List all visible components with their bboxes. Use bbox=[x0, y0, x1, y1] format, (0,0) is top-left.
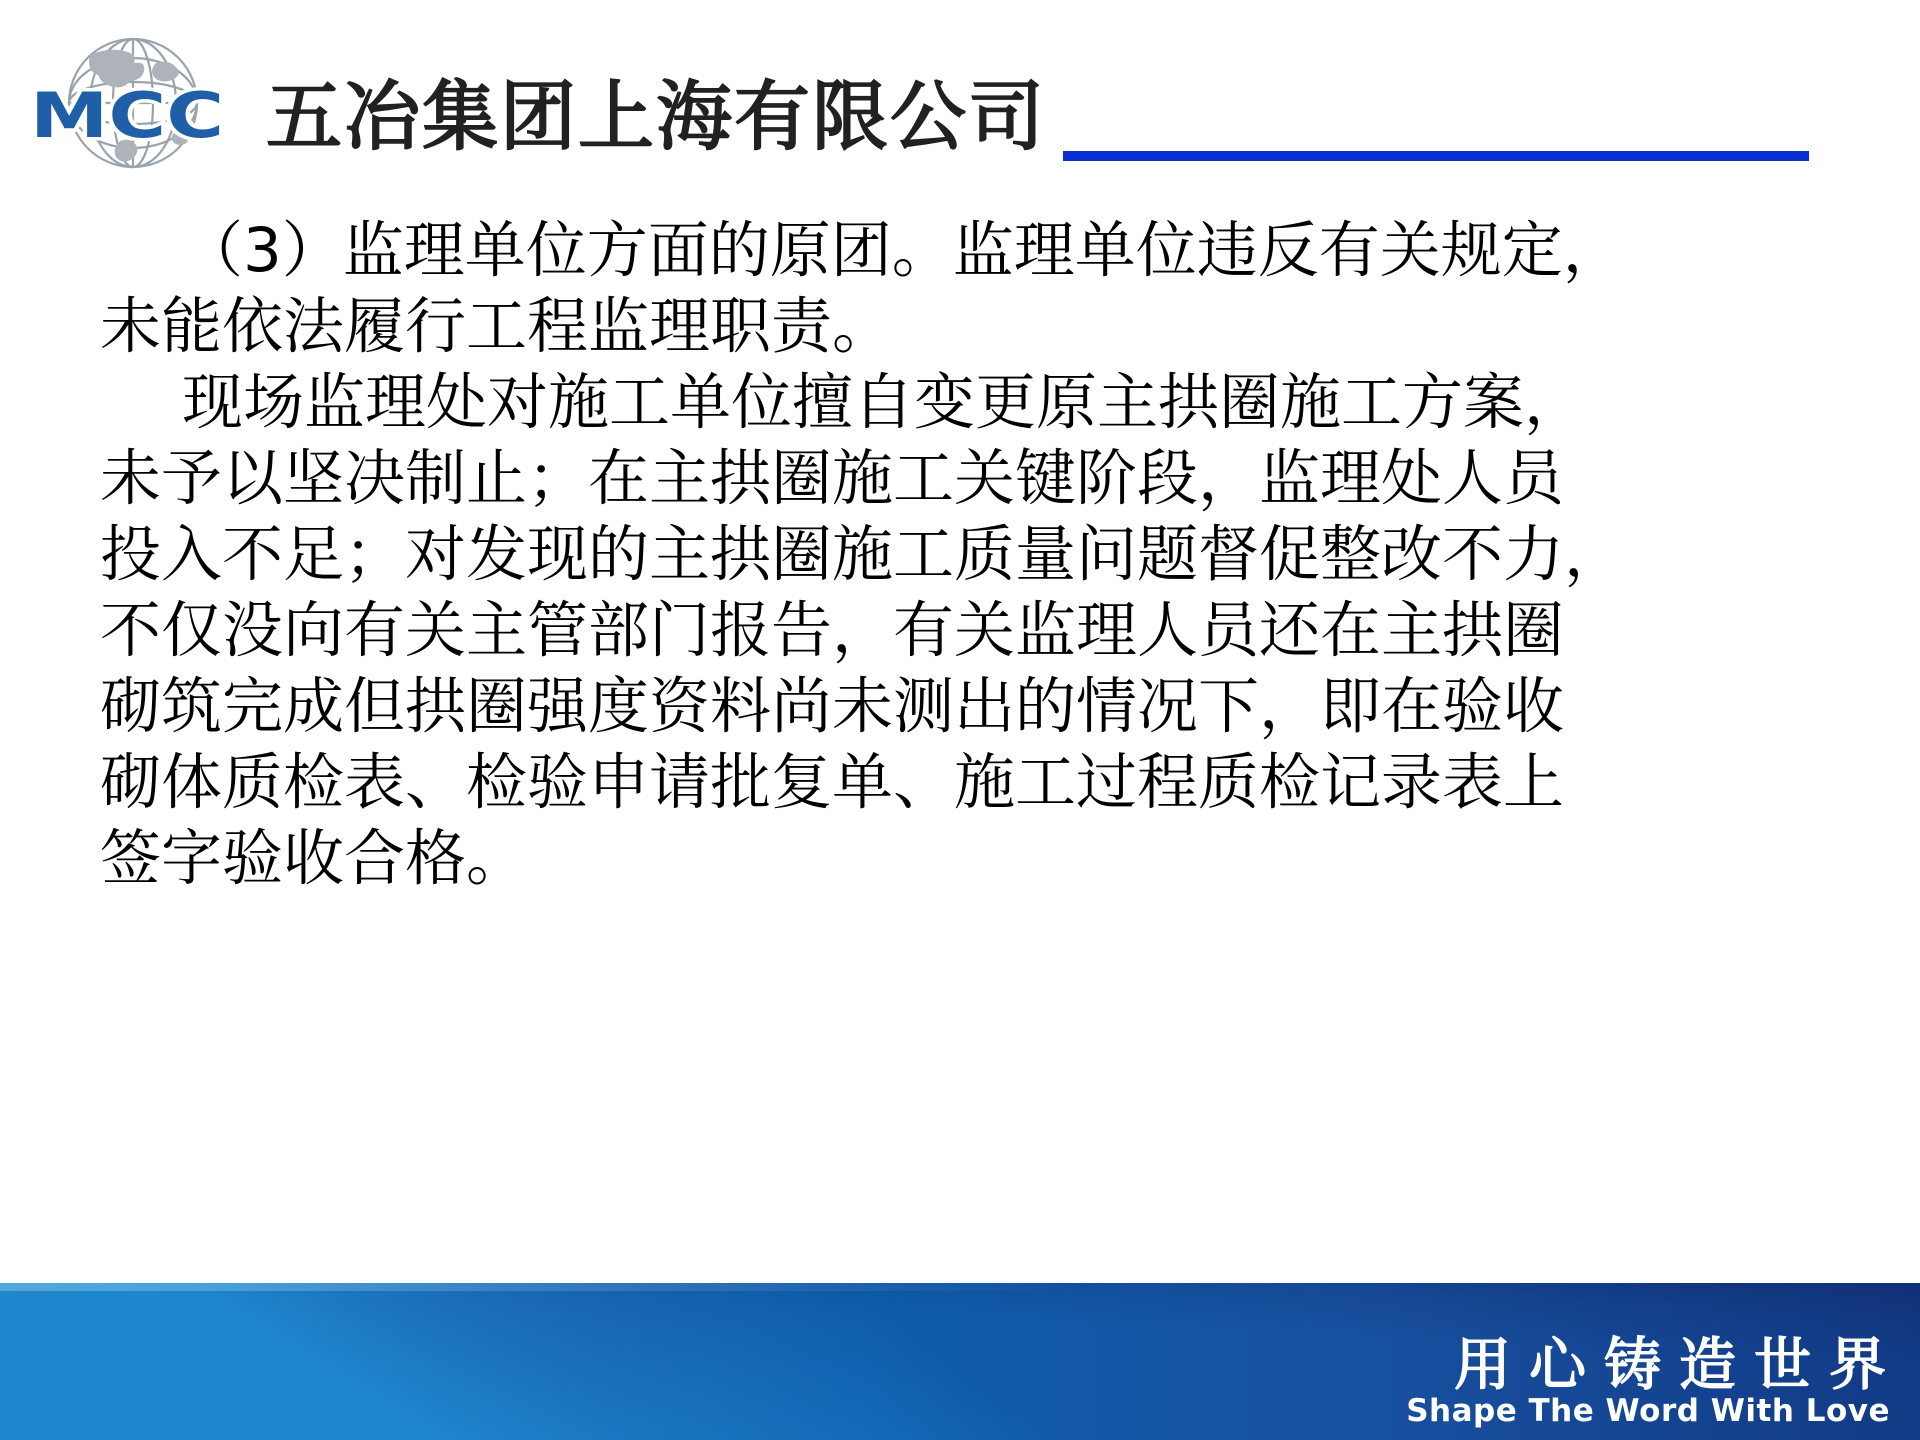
company-name-title: 五冶集团上海有限公司 bbox=[266, 72, 1046, 161]
footer-banner bbox=[0, 1283, 1920, 1440]
body-line: 砌体质检表、检验申请批复单、施工过程质检记录表上 bbox=[100, 747, 1565, 818]
body-line: （3）监理单位方面的原团。监理单位违反有关规定， bbox=[182, 215, 1624, 286]
body-line: 未能依法履行工程监理职责。 bbox=[100, 291, 894, 362]
banner-top-highlight bbox=[0, 1283, 1075, 1291]
body-line: 现场监理处对施工单位擅自变更原主拱圈施工方案， bbox=[182, 367, 1586, 438]
mcc-logo-text: MCC bbox=[30, 79, 224, 152]
body-line: 砌筑完成但拱圈强度资料尚未测出的情况下，即在验收 bbox=[100, 671, 1565, 742]
slogan-english: Shape The Word With Love bbox=[1406, 1393, 1890, 1429]
body-line: 不仅没向有关主管部门报告，有关监理人员还在主拱圈 bbox=[100, 595, 1565, 666]
body-line: 签字验收合格。 bbox=[100, 823, 528, 894]
body-line: 未予以坚决制止；在主拱圈施工关键阶段，监理处人员 bbox=[100, 443, 1565, 514]
mcc-logo bbox=[28, 33, 233, 175]
header-underline-rule bbox=[1063, 151, 1809, 161]
slogan-chinese: 用心铸造世界 bbox=[1454, 1332, 1904, 1398]
body-line: 投入不足；对发现的主拱圈施工质量问题督促整改不力， bbox=[100, 519, 1626, 590]
globe-icon bbox=[28, 33, 233, 175]
slide-body-text bbox=[100, 213, 1840, 897]
